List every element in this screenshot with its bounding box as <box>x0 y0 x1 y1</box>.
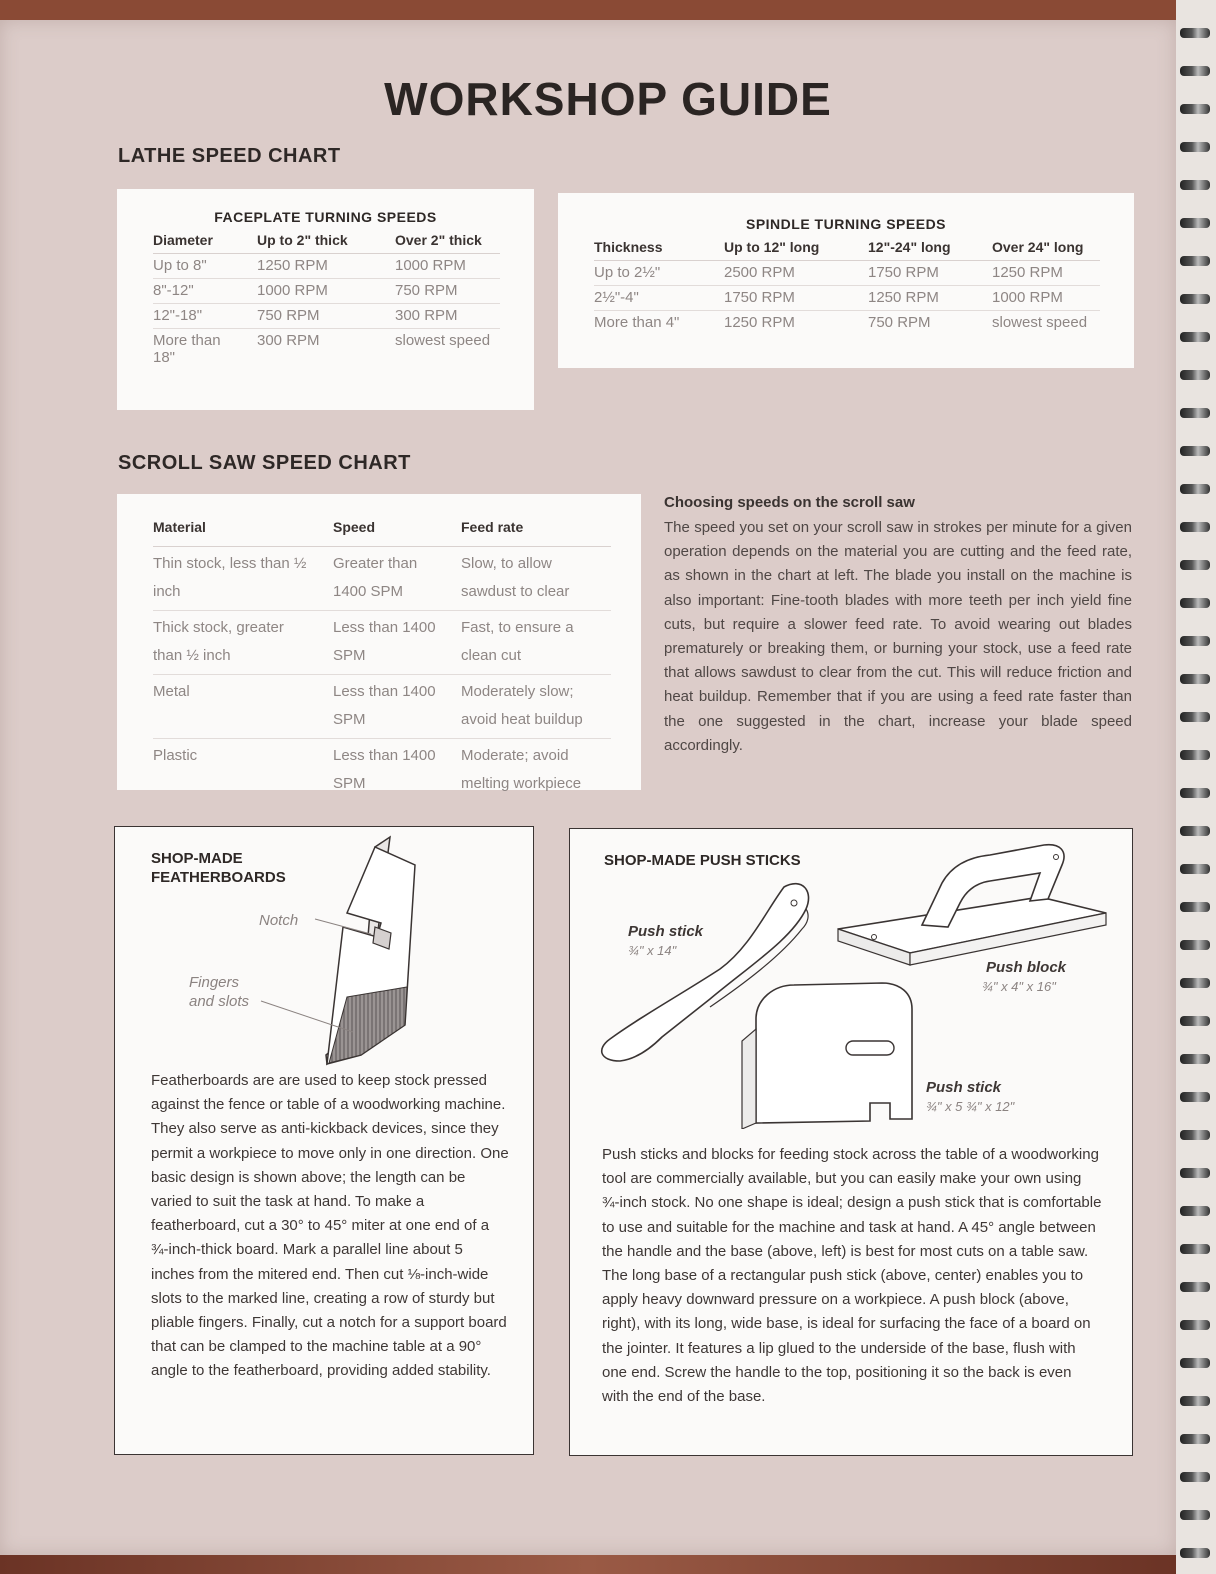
binding-coil <box>1180 1282 1210 1292</box>
spindle-table-box <box>558 193 1134 368</box>
table-cell: Less than 1400 SPM <box>333 611 461 675</box>
binding-coil <box>1180 522 1210 532</box>
table-cell: 1250 RPM <box>257 254 395 279</box>
push-stick-1-label: Push stick <box>628 923 704 940</box>
table-cell: Metal <box>153 675 333 739</box>
table-row <box>153 547 611 611</box>
binding-coil <box>1180 370 1210 380</box>
table-cell: 1000 RPM <box>257 279 395 304</box>
push-block-label: Push block <box>986 959 1067 976</box>
push-block-dimensions: ¾" x 4" x 16" <box>982 979 1056 994</box>
binding-coil <box>1180 446 1210 456</box>
binding-coil <box>1180 218 1210 228</box>
table-cell: Less than 1400 SPM <box>333 675 461 739</box>
featherboards-text: Featherboards are are used to keep stock pressed against the fence or table of a woodworking machine. They also serve as anti-kickback devices, since they permit a workpiece to move only in one direction. One basic design is shown above; the length can be varied to suit the task at hand. To make a featherboard, cut a 30° to 45° miter at one end of a ¾-inch-thick board. Mark a parallel line about 5 inches from the mitered end. Then cut ⅛-inch-wide slots to the marked line, creating a row of sturdy but pliable fingers. Finally, cut a notch for a support board that can be clamped to the machine table at a 90° angle to the featherboard, providing added stability. <box>151 1072 509 1380</box>
scroll-saw-table-box <box>117 494 641 790</box>
spindle-header-up-to-12: Up to 12" long <box>724 236 868 261</box>
binding-coil <box>1180 1358 1210 1368</box>
table-cell: 750 RPM <box>395 279 500 304</box>
table-cell: 1750 RPM <box>724 286 868 311</box>
scroll-saw-heading: SCROLL SAW SPEED CHART <box>118 452 411 474</box>
binding-coil <box>1180 864 1210 874</box>
binding-coil <box>1180 1472 1210 1482</box>
binding-coil <box>1180 256 1210 266</box>
table-cell: Slow, to allow sawdust to clear <box>461 547 611 611</box>
table-cell: Thin stock, less than ½ inch <box>153 547 333 611</box>
notch-label: Notch <box>259 912 299 929</box>
table-cell: 1750 RPM <box>868 261 992 286</box>
scroll-header-speed: Speed <box>333 510 461 547</box>
faceplate-table-box <box>117 189 534 410</box>
table-cell: 1250 RPM <box>724 314 795 331</box>
binding-coil <box>1180 484 1210 494</box>
table-cell: Up to 2½" <box>594 261 724 286</box>
table-cell: 8"-12" <box>153 279 257 304</box>
binding-coil <box>1180 636 1210 646</box>
binding-coil <box>1180 940 1210 950</box>
push-sticks-panel <box>569 828 1133 1456</box>
table-surface <box>0 1555 1176 1574</box>
binding-coil <box>1180 788 1210 798</box>
push-sticks-text: Push sticks and blocks for feeding stock across the table of a woodworking tool are commercially available, but you can easily make your own using ¾-inch stock. No one shape is ideal; design a push stick that is comfortable to use and suitable for the machine and task at hand. A 45° angle between the handle and the base (above, left) is best for most cuts on a table saw. The long base of a rectangular push stick (above, center) enables you to apply heavy downward pressure on a workpiece. A push block (above, right), with its long, wide base, is ideal for surfacing the face of a board on the jointer. It features a lip glued to the underside of the base, flush with one end. Screw the handle to the top, positioning it so the back is even with the end of the base. <box>602 1146 1102 1406</box>
binding-coil <box>1180 294 1210 304</box>
table-cell: 1000 RPM <box>395 254 500 279</box>
binding-coil <box>1180 1244 1210 1254</box>
table-cell: Up to 8" <box>153 254 257 279</box>
table-cell: More than 18" <box>153 332 221 366</box>
faceplate-header-up-to-2: Up to 2" thick <box>257 229 395 254</box>
binding-coil <box>1180 560 1210 570</box>
spindle-header-12-24: 12"-24" long <box>868 236 992 261</box>
binding-coil <box>1180 332 1210 342</box>
spindle-header-thickness: Thickness <box>594 236 724 261</box>
choosing-speeds-heading: Choosing speeds on the scroll saw <box>664 494 915 511</box>
push-sticks-heading: SHOP-MADE PUSH STICKS <box>604 852 801 869</box>
table-cell: 12"-18" <box>153 304 257 329</box>
push-stick-2-dimensions: ¾" x 5 ¾" x 12" <box>926 1099 1015 1114</box>
fingers-label-line2: and slots <box>189 993 250 1010</box>
spindle-header-over-24: Over 24" long <box>992 236 1100 261</box>
table-cell: 750 RPM <box>868 314 931 331</box>
binding-coil <box>1180 1016 1210 1026</box>
binding-coil <box>1180 598 1210 608</box>
spindle-table <box>594 236 1100 335</box>
binding-coil <box>1180 28 1210 38</box>
choosing-speeds-text: The speed you set on your scroll saw in strokes per minute for a given operation depends on the material you are cutting and the feed rate, as shown in the chart at left. The blade you install on the machine is also important: Fine-tooth blades with more teeth per inch yield fine cuts, but require a slower feed rate. To avoid wearing out blades prematurely or breaking them, or burning your stock, use a feed rate that allows sawdust to clear from the cut. This will reduce friction and heat buildup. Remember that if you are using a feed rate faster than the one suggested in the chart, increase your blade speed accordingly. <box>664 519 1132 754</box>
faceplate-header-diameter: Diameter <box>153 229 257 254</box>
featherboards-heading-line2: FEATHERBOARDS <box>151 869 286 886</box>
table-row <box>153 279 500 304</box>
table-cell: 1000 RPM <box>992 286 1100 311</box>
fingers-label <box>189 973 249 1011</box>
binding-coil <box>1180 1320 1210 1330</box>
binding-coil <box>1180 674 1210 684</box>
table-row <box>153 675 611 739</box>
spindle-table-title: SPINDLE TURNING SPEEDS <box>745 216 947 232</box>
table-row <box>594 311 1100 336</box>
binding-coil <box>1180 978 1210 988</box>
table-cell: 2500 RPM <box>724 261 868 286</box>
binding-coil <box>1180 902 1210 912</box>
binding-coil <box>1180 180 1210 190</box>
binding-coil <box>1180 1510 1210 1520</box>
binding-coil <box>1180 104 1210 114</box>
table-cell: slowest speed <box>395 332 491 349</box>
table-cell: 2½"-4" <box>594 286 724 311</box>
table-cell: Plastic <box>153 747 198 764</box>
featherboards-panel <box>114 826 534 1455</box>
featherboards-heading-line1: SHOP-MADE <box>151 850 243 867</box>
table-cell: Less than 1400 SPM <box>333 747 436 792</box>
binding-coil <box>1180 1206 1210 1216</box>
binding-coil <box>1180 142 1210 152</box>
table-row <box>153 304 500 329</box>
binding-coil <box>1180 1434 1210 1444</box>
table-cell: Moderate; avoid melting workpiece <box>461 747 582 792</box>
table-cell: More than 4" <box>594 314 680 331</box>
table-row <box>153 254 500 279</box>
binding-coil <box>1180 826 1210 836</box>
binding-coil <box>1180 1092 1210 1102</box>
table-cell: Fast, to ensure a clean cut <box>461 611 611 675</box>
lathe-heading: LATHE SPEED CHART <box>118 145 341 167</box>
binding-coil <box>1180 1168 1210 1178</box>
table-row <box>153 329 500 371</box>
table-cell: 1250 RPM <box>992 261 1100 286</box>
table-row <box>594 286 1100 311</box>
faceplate-header-over-2: Over 2" thick <box>395 229 500 254</box>
spiral-binding <box>1176 0 1216 1574</box>
table-cell: Thick stock, greater than ½ inch <box>153 611 333 675</box>
binding-coil <box>1180 408 1210 418</box>
binding-coil <box>1180 750 1210 760</box>
binding-coil <box>1180 1054 1210 1064</box>
table-cell: 750 RPM <box>257 304 395 329</box>
page-title: WORKSHOP GUIDE <box>384 73 832 125</box>
table-cell: 300 RPM <box>257 332 320 349</box>
table-row <box>153 611 611 675</box>
faceplate-table <box>153 229 500 370</box>
scroll-saw-table <box>153 510 611 802</box>
binding-coil <box>1180 712 1210 722</box>
table-cell: Moderately slow; avoid heat buildup <box>461 675 611 739</box>
table-row <box>594 261 1100 286</box>
fingers-label-line1: Fingers <box>189 974 240 991</box>
binding-coil <box>1180 1548 1210 1558</box>
binding-coil <box>1180 1396 1210 1406</box>
scroll-header-feed-rate: Feed rate <box>461 510 611 547</box>
scroll-header-material: Material <box>153 510 333 547</box>
table-row <box>153 739 611 803</box>
table-cell: 1250 RPM <box>868 286 992 311</box>
featherboard-illustration <box>115 827 533 1077</box>
binding-coil <box>1180 66 1210 76</box>
faceplate-table-title: FACEPLATE TURNING SPEEDS <box>214 209 437 225</box>
table-cell: Greater than 1400 SPM <box>333 547 461 611</box>
table-cell: slowest speed <box>992 314 1088 331</box>
push-stick-1-dimensions: ¾" x 14" <box>628 943 677 958</box>
binding-coil <box>1180 1130 1210 1140</box>
table-cell: 300 RPM <box>395 304 500 329</box>
push-stick-2-label: Push stick <box>926 1079 1002 1096</box>
